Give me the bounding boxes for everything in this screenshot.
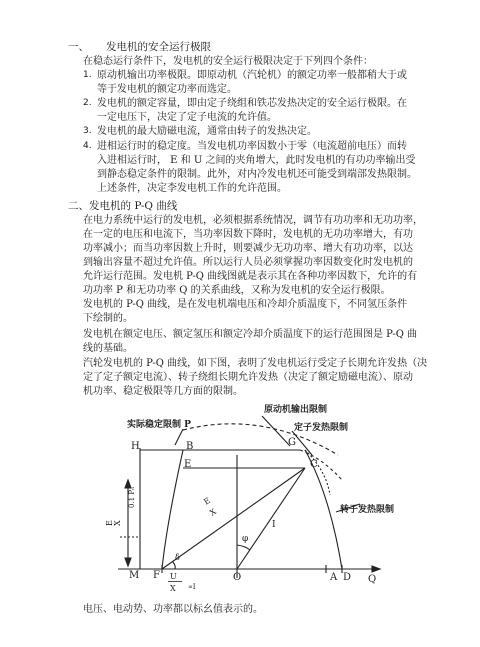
list-item-number: 3. bbox=[83, 126, 92, 136]
label-ud: U bbox=[170, 572, 177, 581]
stator-circle-arc bbox=[300, 450, 342, 480]
point-c: C bbox=[310, 459, 318, 470]
label-delta: δ bbox=[175, 553, 180, 562]
point-m: M bbox=[129, 570, 140, 581]
point-h: H bbox=[131, 441, 140, 452]
paragraph-line: 下绘制的。 bbox=[83, 313, 133, 324]
label-alpha: ∝I bbox=[188, 583, 196, 591]
paragraph-line: 机功率、稳定极限等几方面的限制。 bbox=[83, 386, 243, 397]
label-eq-left: E bbox=[105, 520, 114, 526]
point-a: A bbox=[330, 572, 338, 583]
delta-arc bbox=[173, 562, 175, 569]
section1-heading-number: 一、 bbox=[68, 41, 89, 53]
paragraph-line: 功率减小；而当功率因数上升时，则要减少无功功率、增大有功功率，以达 bbox=[83, 243, 413, 254]
leader-prime-mover bbox=[262, 416, 290, 446]
label-stator-limit: 定子发热限制 bbox=[294, 423, 349, 433]
paragraph-line: 线的基础。 bbox=[83, 343, 133, 354]
fraction-bar bbox=[168, 581, 182, 582]
phi-arc bbox=[237, 545, 250, 550]
list-item-line: 进相运行时的稳定度。当发电机功率因数小于零（电流超前电压）而转 bbox=[97, 141, 407, 152]
section2-heading: 二、发电机的 P-Q 曲线 bbox=[68, 200, 178, 212]
point-f: F bbox=[153, 570, 160, 581]
label-xd-left: X bbox=[113, 520, 122, 526]
leader-stability bbox=[175, 429, 183, 445]
list-item-line: 入进相运行时， E 和 U 之间的夹角增大，此时发电机的有功功率输出受 bbox=[97, 155, 416, 166]
list-item-line: 原动机输出功率极限。即原动机（汽轮机）的额定功率一般都稍大于或 bbox=[97, 70, 407, 81]
point-e: E bbox=[184, 459, 192, 470]
paragraph-line: 发电机的 P-Q 曲线，是在发电机端电压和冷却介质温度下，不同氢压条件 bbox=[83, 299, 408, 310]
paragraph-line: 在电力系统中运行的发电机，必须根据系统情况，调节有功功率和无功功率， bbox=[83, 215, 423, 226]
paragraph-line: 汽轮发电机的 P-Q 曲线，如下图，表明了发电机运行受定子长期允许发热（决 bbox=[83, 358, 428, 369]
list-item-line: 发电机的最大励磁电流，通常由转子的发热决定。 bbox=[97, 126, 317, 137]
paragraph-line: 到输出容量不超过允许值。所以运行人员必须掌握功率因数变化时发电机的 bbox=[83, 257, 413, 268]
label-01pn: 0.1 Pₙ bbox=[128, 486, 136, 508]
list-item-line: 等于发电机的额定功率而选定。 bbox=[97, 84, 237, 95]
list-item-line: 上述条件，决定李发电机工作的允许范围。 bbox=[97, 183, 287, 194]
list-item-number: 4. bbox=[83, 141, 92, 151]
label-in: I bbox=[272, 520, 276, 530]
pq-curve-diagram bbox=[0, 400, 480, 600]
label-xd-vector: X bbox=[208, 507, 218, 518]
paragraph-line: 发电机在额定电压、额定氢压和额定冷却介质温度下的运行范围图是 P-Q 曲 bbox=[83, 329, 418, 340]
list-item-line: 发电机的额定容量，即由定子绕组和铁芯发热决定的安全运行极限。在 bbox=[97, 98, 407, 109]
label-ea: E bbox=[202, 495, 212, 507]
point-q: Q bbox=[368, 574, 377, 585]
list-item-number: 2. bbox=[83, 98, 92, 108]
label-xd-bottom: X bbox=[170, 584, 176, 593]
list-item-number: 1. bbox=[83, 70, 92, 80]
list-item-line: 一定电压下，决定了定子电流的允许值。 bbox=[97, 112, 277, 123]
point-g: G bbox=[288, 437, 296, 448]
point-o: O bbox=[233, 572, 242, 583]
footer-note: 电压、电动势、功率都以标幺值表示的。 bbox=[83, 604, 263, 615]
paragraph-line: 在一定的电压和电流下，当功率因数下降时，发电机的无功功率增大，有功 bbox=[83, 229, 413, 240]
vector-eq-xd bbox=[162, 468, 305, 569]
q-axis-arrow bbox=[372, 566, 380, 572]
vector-in bbox=[237, 468, 305, 569]
label-rotor-limit: 转子发热限制 bbox=[340, 505, 395, 515]
dim-arrow-top bbox=[125, 480, 131, 488]
section1-heading: 发电机的安全运行极限 bbox=[106, 41, 211, 53]
label-stability-limit: 实际稳定限制 P bbox=[127, 420, 191, 430]
point-d: D bbox=[343, 572, 352, 583]
paragraph-line: 功功率 P 和无功功率 Q 的关系曲线，又称为发电机的安全运行极限。 bbox=[83, 285, 391, 296]
paragraph-line: 允许运行范围。发电机 P-Q 曲线图就是表示其在各种功率因数下，允许的有 bbox=[83, 271, 418, 282]
paragraph-line: 定了定子额定电流）、转子绕组长期允许发热（决定了额定励磁电流）、原动 bbox=[83, 372, 413, 383]
list-item-line: 到静态稳定条件的限制。此外，对内冷发电机还可能受到端部发热限制。 bbox=[97, 169, 417, 180]
label-phi: φ bbox=[242, 534, 249, 544]
section1-intro: 在稳态运行条件下，发电机的安全运行极限决定于下列四个条件： bbox=[83, 56, 373, 67]
point-b: B bbox=[186, 441, 194, 452]
stability-limit-curve bbox=[162, 450, 183, 569]
label-prime-mover-limit: 原动机输出限制 bbox=[264, 405, 328, 415]
dim-arrow-bottom bbox=[125, 558, 131, 566]
